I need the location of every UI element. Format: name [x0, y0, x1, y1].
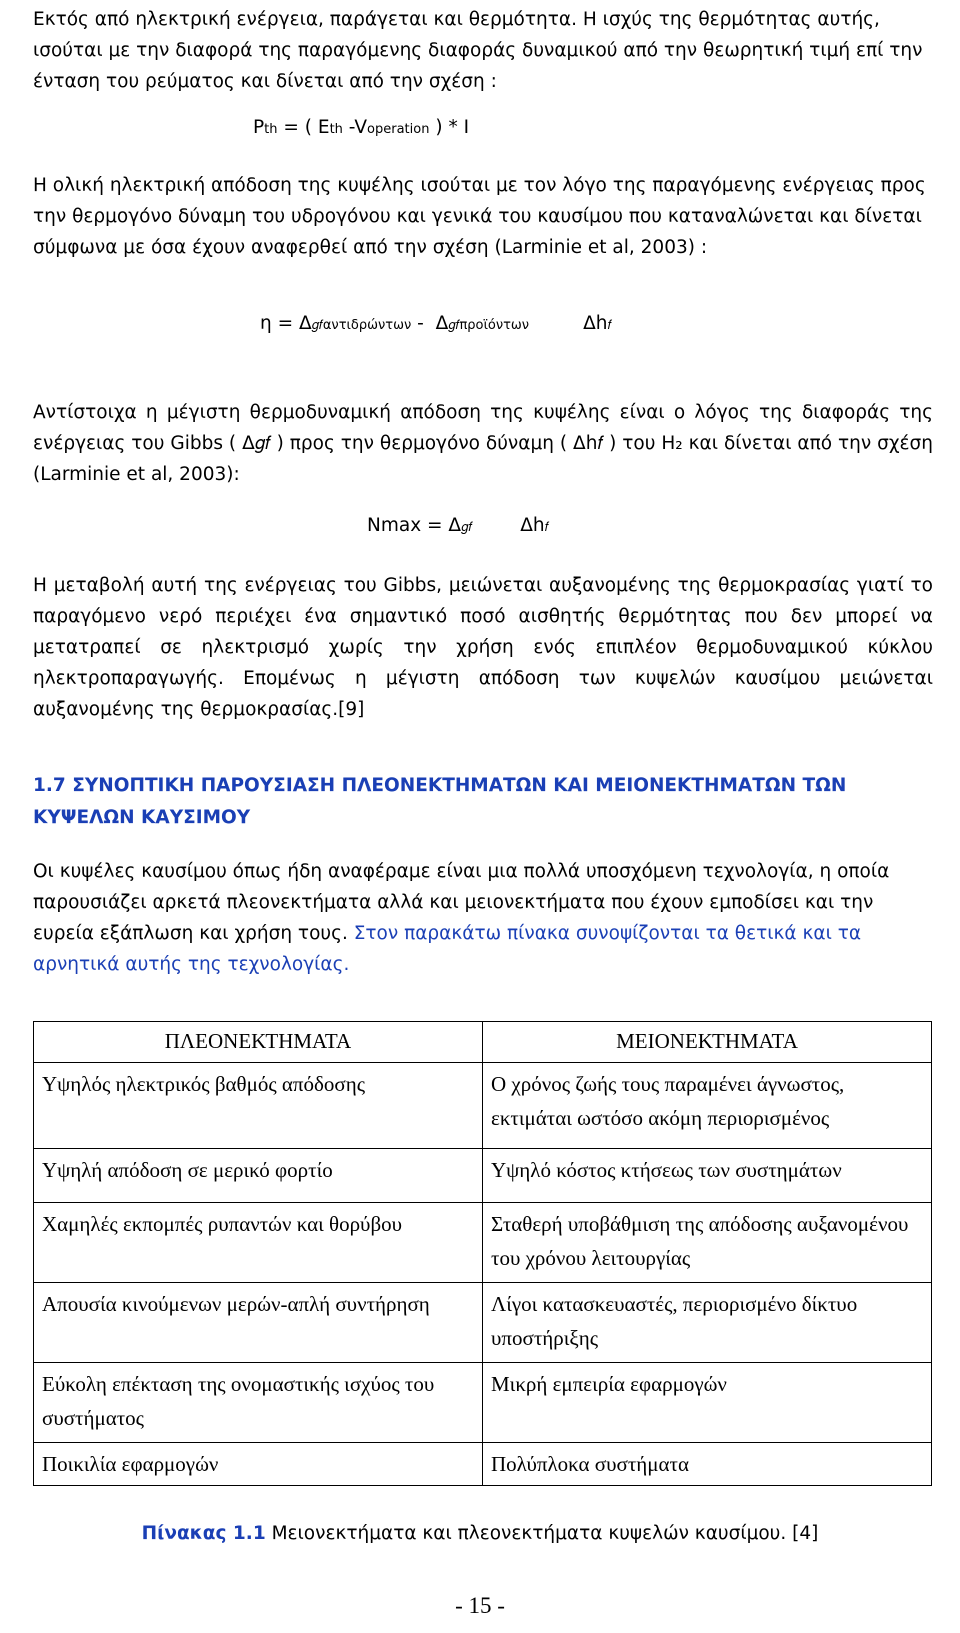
- eq2-right: Δh: [583, 313, 608, 334]
- table-cell-disadvantage: Σταθερή υποβάθμιση της απόδοσης αυξανομένου του χρόνου λειτουργίας: [483, 1203, 932, 1283]
- table-cell-advantage: Ποικιλία εφαρμογών: [34, 1443, 483, 1486]
- table-row: [34, 1203, 932, 1283]
- eq2-left: η = Δ: [260, 313, 312, 334]
- table-header-row: [34, 1022, 932, 1063]
- table-cell-disadvantage: Λίγοι κατασκευαστές, περιορισμένο δίκτυο υποστήριξης: [483, 1283, 932, 1363]
- table-row: [34, 1283, 932, 1363]
- paragraph-gibbs-change: Η μεταβολή αυτή της ενέργειας του Gibbs, μειώνεται αυξανομένης της θερμοκρασίας γιατί το παραγόμενο νερό περιέχει ένα σημαντικό ποσό αισθητής θερμότητας που δεν μπορεί να μετατραπεί σε ηλεκτρισμό χωρίς την χρήση ενός επιπλέον θερμοδυναμικού κύκλου ηλεκτροπαραγωγής. Επομένως η μέγιστη απόδοση των κυψελών καυσίμου μειώνεται αυξανομένης της θερμοκρασίας.[9]: [33, 575, 933, 720]
- table-row: [34, 1363, 932, 1443]
- eq1-p: P: [253, 117, 265, 138]
- paragraph5-part1: Οι κυψέλες καυσίμου όπως ήδη αναφέραμε είναι μια πολλά υποσχόμενη τεχνολογία, η οποία παρουσιάζει αρκετά πλεονεκτήματα αλλά και μειονεκτήματα που έχουν εμποδίσει και την ευρεία εξάπλωση και χρήση τους.: [33, 861, 890, 944]
- table-cell-disadvantage: Υψηλό κόστος κτήσεως των συστημάτων: [483, 1149, 932, 1203]
- paragraph-heat-output: Εκτός από ηλεκτρική ενέργεια, παράγεται και θερμότητα. Η ισχύς της θερμότητας αυτής, ισούται με την διαφορά της παραγόμενης διαφοράς δυναμικού από την θεωρητική τιμή επί την ένταση του ρεύματος και δίνεται από την σχέση :: [33, 9, 923, 92]
- table-cell-disadvantage: Ο χρόνος ζωής τους παραμένει άγνωστος, εκτιμάται ωστόσο ακόμη περιορισμένος: [483, 1063, 932, 1149]
- table-row: [34, 1443, 932, 1486]
- eq3-right: Δh: [520, 515, 545, 536]
- table-cell-disadvantage: Πολύπλοκα συστήματα: [483, 1443, 932, 1486]
- paragraph5-part2: Στον παρακάτω πίνακα συνοψίζονται τα θετικά και τα αρνητικά αυτής της τεχνολογίας.: [33, 923, 862, 975]
- eq2-s1: αντιδρώντων: [322, 318, 412, 333]
- eq2-minus: - Δ: [411, 313, 449, 334]
- table-cell-advantage: Χαμηλές εκπομπές ρυπαντών και θορύβου: [34, 1203, 483, 1283]
- eq1-v-sub: operation: [367, 122, 430, 137]
- header-disadvantages: ΜΕΙΟΝΕΚΤΗΜΑΤΑ: [483, 1022, 932, 1063]
- equation-efficiency: [260, 313, 612, 334]
- advantages-disadvantages-table: [33, 1021, 932, 1486]
- equation-heat-power: [253, 117, 469, 138]
- eq2-g1: 𝑔𝑓: [311, 318, 323, 333]
- caption-text: Μειονεκτήματα και πλεονεκτήματα κυψελών καυσίμου. [4]: [265, 1523, 819, 1544]
- table-row: [34, 1063, 932, 1149]
- eq1-e-sub: th: [329, 122, 343, 137]
- page-number: - 15 -: [455, 1593, 505, 1618]
- eq3-g: 𝑔𝑓: [461, 520, 473, 535]
- eq2-g2: 𝑔𝑓: [448, 318, 460, 333]
- equation-max-efficiency: [367, 515, 549, 536]
- table-caption: [0, 1523, 960, 1544]
- header-advantages: ΠΛΕΟΝΕΚΤΗΜΑΤΑ: [34, 1022, 483, 1063]
- eq1-dash: -V: [342, 117, 368, 138]
- eq2-s2: προϊόντων: [459, 318, 530, 333]
- eq1-p-sub: th: [264, 122, 278, 137]
- table-cell-disadvantage: Μικρή εμπειρία εφαρμογών: [483, 1363, 932, 1443]
- eq1-end: ) * I: [429, 117, 470, 138]
- eq3-right-sub: 𝑓: [544, 520, 549, 535]
- table-cell-advantage: Υψηλός ηλεκτρικός βαθμός απόδοσης: [34, 1063, 483, 1149]
- section-heading: 1.7 ΣΥΝΟΠΤΙΚΗ ΠΑΡΟΥΣΙΑΣΗ ΠΛΕΟΝΕΚΤΗΜΑΤΩΝ ΚΑΙ ΜΕΙΟΝΕΚΤΗΜΑΤΩΝ ΤΩΝ ΚΥΨΕΛΩΝ ΚΑΥΣΙΜΟΥ: [33, 775, 847, 828]
- caption-label: Πίνακας 1.1: [141, 1523, 266, 1544]
- table-cell-advantage: Απουσία κινούμενων μερών-απλή συντήρηση: [34, 1283, 483, 1363]
- paragraph-max-efficiency: Αντίστοιχα η μέγιστη θερμοδυναμική απόδοση της κυψέλης είναι ο λόγος της διαφοράς της ενέργειας του Gibbs ( Δ𝑔𝑓 ) προς την θερμογόνο δύναμη ( Δh𝑓 ) του H₂ και δίνεται από την σχέση (Larminie et al, 2003):: [33, 402, 933, 485]
- paragraph-total-efficiency: Η ολική ηλεκτρική απόδοση της κυψέλης ισούται με τον λόγο της παραγόμενης ενέργειας προς την θερμογόνο δύναμη του υδρογόνου και γενικά του καυσίμου που καταναλώνεται και δίνεται σύμφωνα με όσα έχουν αναφερθεί από την σχέση (Larminie et al, 2003) :: [33, 175, 926, 258]
- table-cell-advantage: Εύκολη επέκταση της ονομαστικής ισχύος του συστήματος: [34, 1363, 483, 1443]
- paragraph-intro-table: [33, 856, 933, 980]
- eq2-right-sub: 𝑓: [607, 318, 612, 333]
- table-cell-advantage: Υψηλή απόδοση σε μερικό φορτίο: [34, 1149, 483, 1203]
- eq3-left: Nmax = Δ: [367, 515, 462, 536]
- eq1-mid: = ( E: [277, 117, 330, 138]
- table-row: [34, 1149, 932, 1203]
